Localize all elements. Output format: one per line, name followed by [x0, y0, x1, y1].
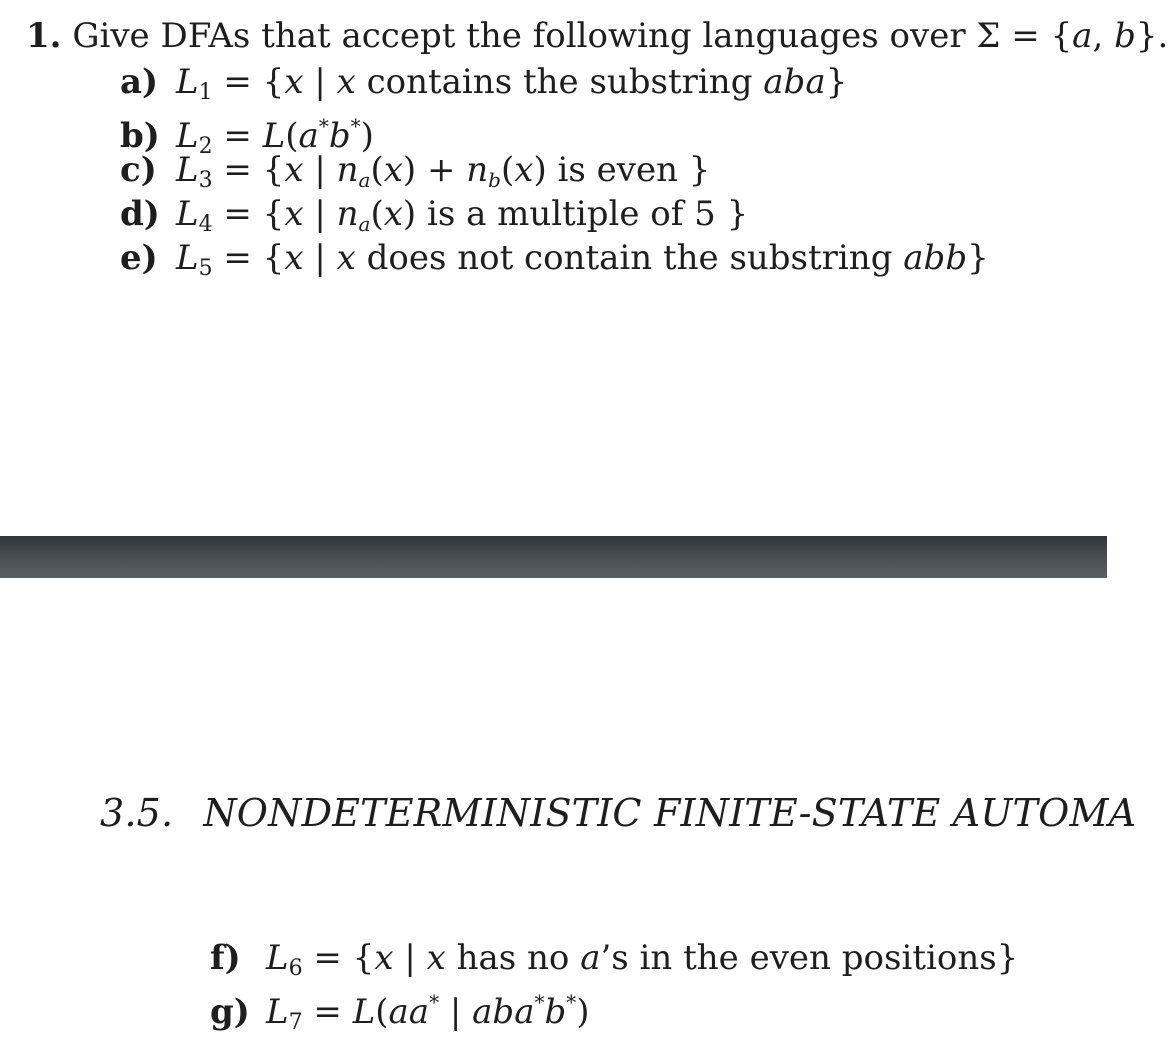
item-label: b) [120, 116, 160, 156]
item-math: $L_3 = \{x$ | na(x) + nb(x) is even } [176, 150, 711, 193]
problem-heading [26, 14, 1168, 58]
item-label: f) [210, 938, 241, 978]
item-math: $L_5 = \{x$ | x does not contain the substring abb} [176, 238, 989, 281]
problem-number: 1. [26, 16, 62, 56]
item-label: e) [120, 238, 158, 278]
page-bottom [0, 578, 1137, 1035]
running-header [100, 788, 1136, 838]
item-math: $L_4 = \{x$ | na(x) is a multiple of 5 } [176, 194, 749, 237]
item-label: d) [120, 194, 160, 234]
section-number: 3.5. [100, 791, 174, 835]
problem-text: Give DFAs that accept the following languages over Σ = {a, b}. [72, 16, 1168, 56]
item-label: c) [120, 150, 157, 190]
item-g [210, 980, 590, 1045]
item-e [120, 236, 989, 291]
item-math: $L_6 = \{x$ | x has no a’s in the even positions} [266, 938, 1019, 981]
item-label: a) [120, 62, 159, 102]
item-math: $L_2 = L(a^*b^*)$ [176, 114, 374, 159]
page-divider [0, 536, 1107, 578]
item-math: $L_7 = L(aa^*$ | aba*b*) [266, 990, 590, 1035]
section-title: NONDETERMINISTIC FINITE-STATE AUTOMA [203, 791, 1137, 835]
item-math: $L_1 = \{x$ | x contains the substring aba} [176, 62, 848, 105]
item-label: g) [210, 992, 250, 1032]
